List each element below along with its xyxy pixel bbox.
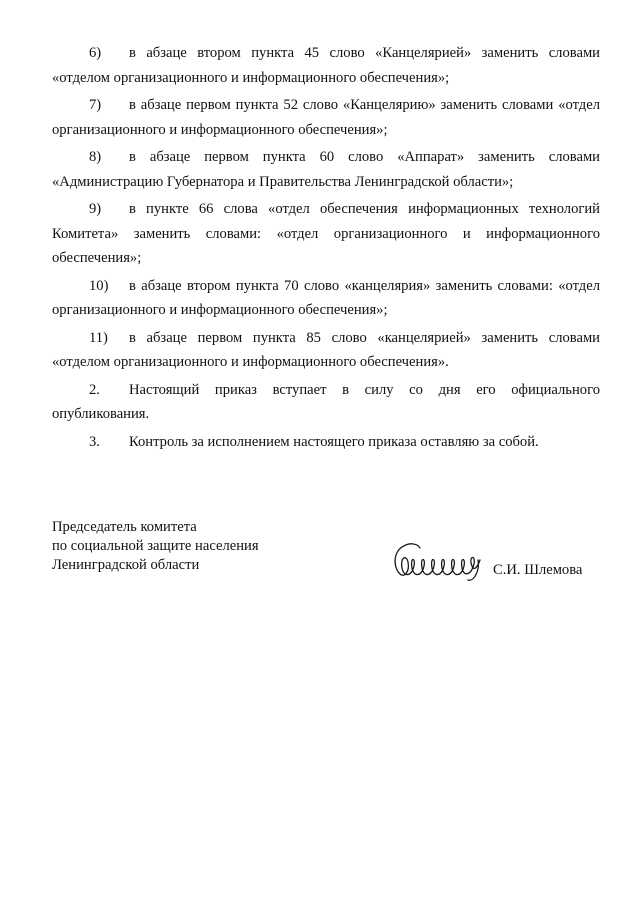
signatory-title-line: Председатель комитета <box>52 519 197 535</box>
list-item <box>52 93 600 142</box>
signatory-title-line: по социальной защите населения <box>52 538 259 554</box>
item-number: 9) <box>89 201 102 217</box>
item-number: 10) <box>89 277 109 294</box>
handwritten-signature <box>390 536 490 584</box>
item-number: 7) <box>89 97 102 113</box>
signatory-title-line: Ленинградской области <box>52 557 200 573</box>
item-text: в абзаце втором пункта 45 слово «Канцелярией» заменить словами «отделом организационного и информационного обеспечения»; <box>52 45 600 86</box>
item-text: Контроль за исполнением настоящего приказа оставляю за собой. <box>129 433 539 450</box>
item-text: в абзаце первом пункта 52 слово «Канцелярию» заменить словами «отдел организационного и информационного обеспечения»; <box>52 97 600 138</box>
amendment-list <box>52 41 600 457</box>
item-text: Настоящий приказ вступает в силу со дня его официального опубликования. <box>52 381 600 422</box>
item-number: 2. <box>89 381 100 398</box>
list-item <box>52 41 600 90</box>
item-number: 8) <box>89 149 102 165</box>
item-text: в абзаце первом пункта 85 слово «канцелярией» заменить словами «отделом организационного и информационного обеспечения». <box>52 329 600 370</box>
list-item <box>52 378 600 427</box>
item-number: 11) <box>89 329 108 346</box>
list-item <box>52 145 600 194</box>
list-item <box>52 274 600 323</box>
item-number: 3. <box>89 433 100 450</box>
item-text: в абзаце втором пункта 70 слово «канцелярия» заменить словами: «отдел организационного и информационного обеспечения»; <box>52 277 600 318</box>
list-item <box>52 326 600 375</box>
item-number: 6) <box>89 45 102 61</box>
signatory-title <box>52 518 259 575</box>
list-item <box>52 430 600 455</box>
list-item <box>52 197 600 271</box>
item-text: в пункте 66 слова «отдел обеспечения информационных технологий Комитета» заменить словами: «отдел организационного и информационного обеспечения»; <box>52 201 600 266</box>
item-text: в абзаце первом пункта 60 слово «Аппарат» заменить словами «Администрацию Губернатора и Правительства Ленинградской области»; <box>52 149 600 190</box>
signer-name: С.И. Шлемова <box>493 562 583 578</box>
